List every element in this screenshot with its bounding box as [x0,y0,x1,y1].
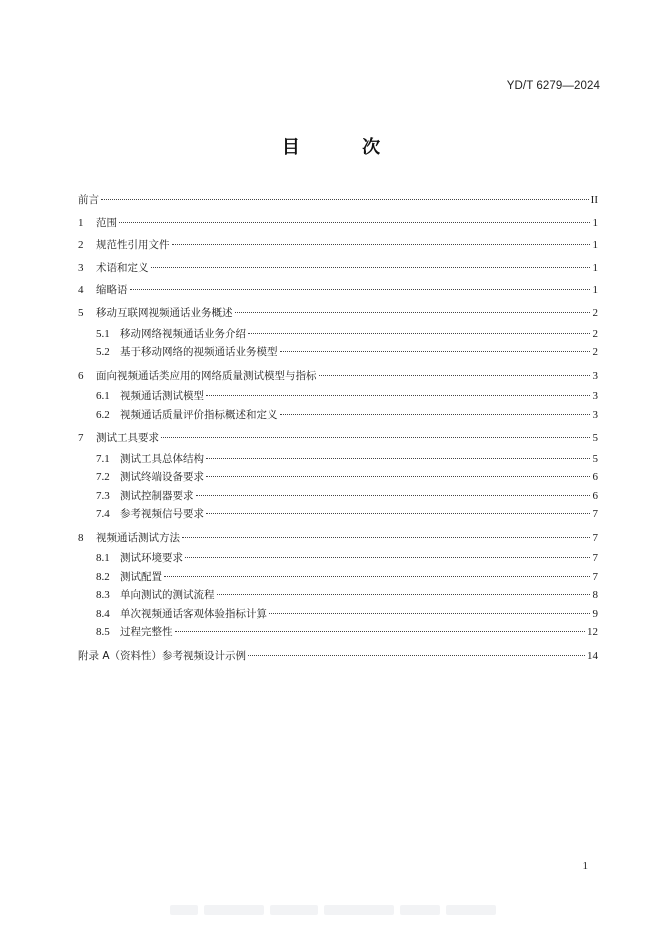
toc-entry-label: 前言 [78,194,99,206]
toc-entry[interactable] [78,450,598,469]
dot-leader [248,655,585,656]
toc-entry-number: 5.1 [96,327,110,340]
toc-entry-label: 缩略语 [96,284,128,297]
toc-entry[interactable] [78,257,598,280]
toc-entry-number: 8.2 [96,570,110,583]
toc-entry-number: 3 [78,261,84,274]
toc-entry[interactable] [78,387,598,406]
toc-entry-page: 1 [592,239,598,252]
toc-entry[interactable] [78,645,598,668]
dot-leader [269,613,590,614]
toc-entry-label: 范围 [96,216,117,229]
toc-entry[interactable] [78,212,598,235]
toc-entry-label: 基于移动网络的视频通话业务模型 [120,346,278,359]
toc-entry[interactable] [78,623,598,642]
toc-entry[interactable] [78,586,598,605]
toc-entry-label: 视频通话测试模型 [120,390,204,403]
toc-entry-number: 6.2 [96,408,110,421]
dot-leader [206,513,590,514]
toc-entry[interactable] [78,406,598,425]
toc-entry[interactable] [78,487,598,506]
toc-entry[interactable] [78,568,598,587]
dot-leader [319,375,591,376]
toc-entry[interactable] [78,343,598,362]
toc-entry-page: 1 [592,261,598,274]
dot-leader [235,312,591,313]
toc-entry-page: 3 [592,408,598,421]
toc-entry-page: 7 [592,552,598,565]
toc-entry-number: 1 [78,216,84,229]
dot-leader [217,594,591,595]
toc-entry-label: 视频通话测试方法 [96,531,180,544]
watermark [170,905,500,919]
dot-leader [185,557,590,558]
page-title: 目 次 [281,137,409,158]
toc-entry-page: 3 [592,390,598,403]
toc-entry-page: 2 [592,346,598,359]
dot-leader [280,351,591,352]
dot-leader [161,437,590,438]
toc-entry-label: 单次视频通话客观体验指标计算 [120,607,267,620]
dot-leader [175,631,586,632]
toc-entry-page: 2 [592,327,598,340]
toc-entry-number: 8.3 [96,589,110,602]
table-of-contents [78,189,598,667]
toc-entry-label: 参考视频信号要求 [120,508,204,521]
dot-leader [101,199,589,200]
toc-entry[interactable] [78,527,598,550]
dot-leader [119,222,590,223]
toc-entry-label: 测试配置 [120,570,162,583]
dot-leader [151,267,591,268]
toc-entry-label: 面向视频通话类应用的网络质量测试模型与指标 [96,369,317,382]
page-number: 1 [582,860,588,872]
toc-entry-number: 8 [78,531,84,544]
dot-leader [206,395,590,396]
toc-entry-page: 1 [592,284,598,297]
dot-leader [206,476,590,477]
dot-leader [196,495,591,496]
toc-entry-number: 8.1 [96,552,110,565]
toc-entry[interactable] [78,302,598,325]
toc-entry-label: 视频通话质量评价指标概述和定义 [120,408,278,421]
toc-entry-number: 8.5 [96,626,110,639]
dot-leader [206,458,590,459]
toc-entry-number: 5.2 [96,346,110,359]
toc-entry-label: 单向测试的测试流程 [120,589,215,602]
toc-entry[interactable] [78,365,598,388]
document-code: YD/T 6279—2024 [506,80,600,92]
toc-entry-page: 12 [587,626,598,639]
toc-entry-label: 测试终端设备要求 [120,471,204,484]
toc-entry-label: 测试控制器要求 [120,489,194,502]
toc-entry[interactable] [78,505,598,524]
toc-entry-number: 7.4 [96,508,110,521]
toc-entry-label: 测试工具总体结构 [120,452,204,465]
toc-entry-label: 移动互联网视频通话业务概述 [96,306,233,319]
toc-entry-label: 测试环境要求 [120,552,183,565]
toc-entry[interactable] [78,468,598,487]
toc-entry-number: 6.1 [96,390,110,403]
toc-entry-page: 7 [592,570,598,583]
toc-entry[interactable] [78,605,598,624]
toc-entry-page: 2 [592,306,598,319]
toc-entry-page: 7 [592,508,598,521]
toc-entry[interactable] [78,279,598,302]
toc-entry-page: 5 [592,452,598,465]
toc-entry-number: 7.1 [96,452,110,465]
toc-entry-page: 6 [592,489,598,502]
toc-entry-page: 8 [592,589,598,602]
toc-entry[interactable] [78,549,598,568]
toc-entry[interactable] [78,189,598,212]
toc-entry-page: 1 [592,216,598,229]
toc-entry-number: 7.2 [96,471,110,484]
toc-entry-label: 附录 A（资料性）参考视频设计示例 [78,649,247,662]
toc-entry-label: 术语和定义 [96,261,149,274]
dot-leader [248,333,590,334]
toc-entry-number: 6 [78,369,84,382]
toc-entry-page: 14 [587,649,598,662]
toc-entry-number: 4 [78,284,84,297]
dot-leader [164,576,590,577]
dot-leader [130,289,591,290]
toc-entry-label: 测试工具要求 [96,432,159,445]
toc-entry-page: 9 [592,607,598,620]
toc-entry-number: 2 [78,239,84,252]
toc-entry[interactable] [78,325,598,344]
toc-entry-label: 移动网络视频通话业务介绍 [120,327,246,340]
dot-leader [280,414,591,415]
toc-entry[interactable] [78,234,598,257]
toc-entry-page: 7 [592,531,598,544]
toc-entry[interactable] [78,427,598,450]
toc-entry-page: 5 [592,432,598,445]
dot-leader [182,537,590,538]
toc-entry-label: 过程完整性 [120,626,173,639]
toc-entry-number: 7 [78,432,84,445]
toc-entry-number: 7.3 [96,489,110,502]
toc-entry-number: 8.4 [96,607,110,620]
toc-entry-page: II [590,194,598,206]
toc-entry-number: 5 [78,306,84,319]
toc-entry-label: 规范性引用文件 [96,239,170,252]
toc-entry-page: 6 [592,471,598,484]
dot-leader [172,244,591,245]
toc-entry-page: 3 [592,369,598,382]
